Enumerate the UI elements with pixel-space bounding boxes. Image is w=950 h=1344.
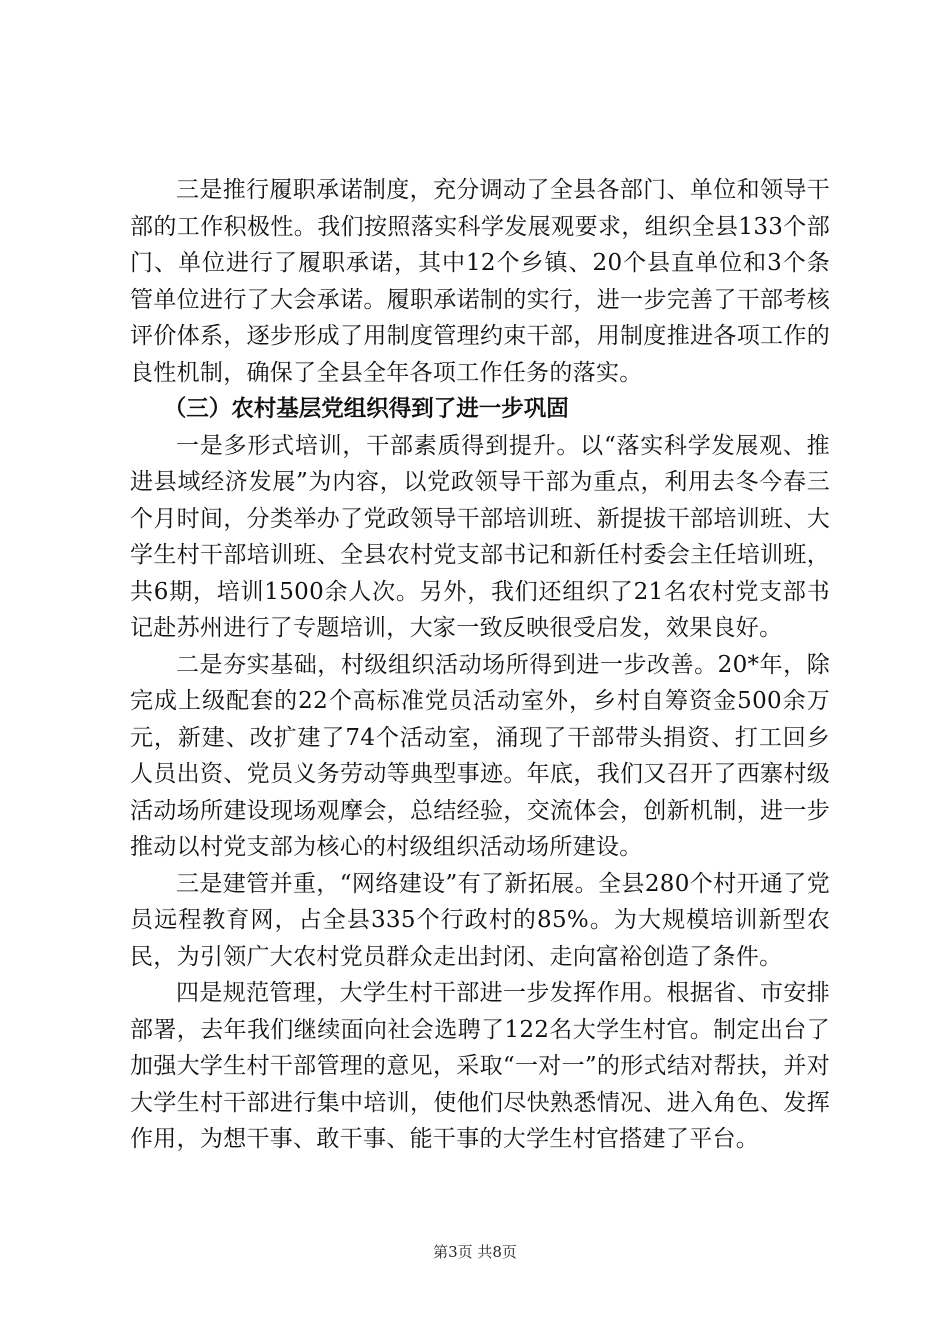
paragraph-commitment-system: 三是推行履职承诺制度，充分调动了全县各部门、单位和领导干部的工作积极性。我们按照落实科学发展观要求，组织全县133个部门、单位进行了履职承诺，其中12个乡镇、20个县直单位和3个条管单位进行了大会承诺。履职承诺制的实行，进一步完善了干部考核评价体系，逐步形成了用制度管理约束干部，用制度推进各项工作的良性机制，确保了全县全年各项工作任务的落实。	[130, 177, 830, 386]
paragraph-training: 一是多形式培训，干部素质得到提升。以“落实科学发展观、推进县域经济发展”为内容，以党政领导干部为重点，利用去冬今春三个月时间，分类举办了党政领导干部培训班、新提拔干部培训班、大学生村干部培训班、全县农村党支部书记和新任村委会主任培训班，共6期，培训1500余人次。另外，我们还组织了21名农村党支部书记赴苏州进行了专题培训，大家一致反映很受启发，效果良好。	[130, 432, 830, 641]
paragraph-college-village-officials: 四是规范管理，大学生村干部进一步发挥作用。根据省、市安排部署，去年我们继续面向社会选聘了122名大学生村官。制定出台了加强大学生村干部管理的意见，采取“一对一”的形式结对帮扶，并对大学生村干部进行集中培训，使他们尽快熟悉情况、进入角色、发挥作用，为想干事、敢干事、能干事的大学生村官搭建了平台。	[130, 980, 830, 1152]
paragraph-activity-venues: 二是夯实基础，村级组织活动场所得到进一步改善。20*年，除完成上级配套的22个高标准党员活动室外，乡村自筹资金500余万元，新建、改扩建了74个活动室，涌现了干部带头捐资、打工回乡人员出资、党员义务劳动等典型事迹。年底，我们又召开了西寨村级活动场所建设现场观摩会，总结经验，交流体会，创新机制，进一步推动以村党支部为核心的村级组织活动场所建设。	[130, 651, 830, 860]
section-heading-rural-party: （三）农村基层党组织得到了进一步巩固	[163, 396, 569, 422]
document-body	[130, 172, 830, 1158]
paragraph-network-building: 三是建管并重，“网络建设”有了新拓展。全县280个村开通了党员远程教育网，占全县335个行政村的85%。为大规模培训新型农民，为引领广大农村党员群众走出封闭、走向富裕创造了条件。	[130, 870, 830, 970]
page-number-footer: 第3页 共8页	[433, 1243, 517, 1261]
